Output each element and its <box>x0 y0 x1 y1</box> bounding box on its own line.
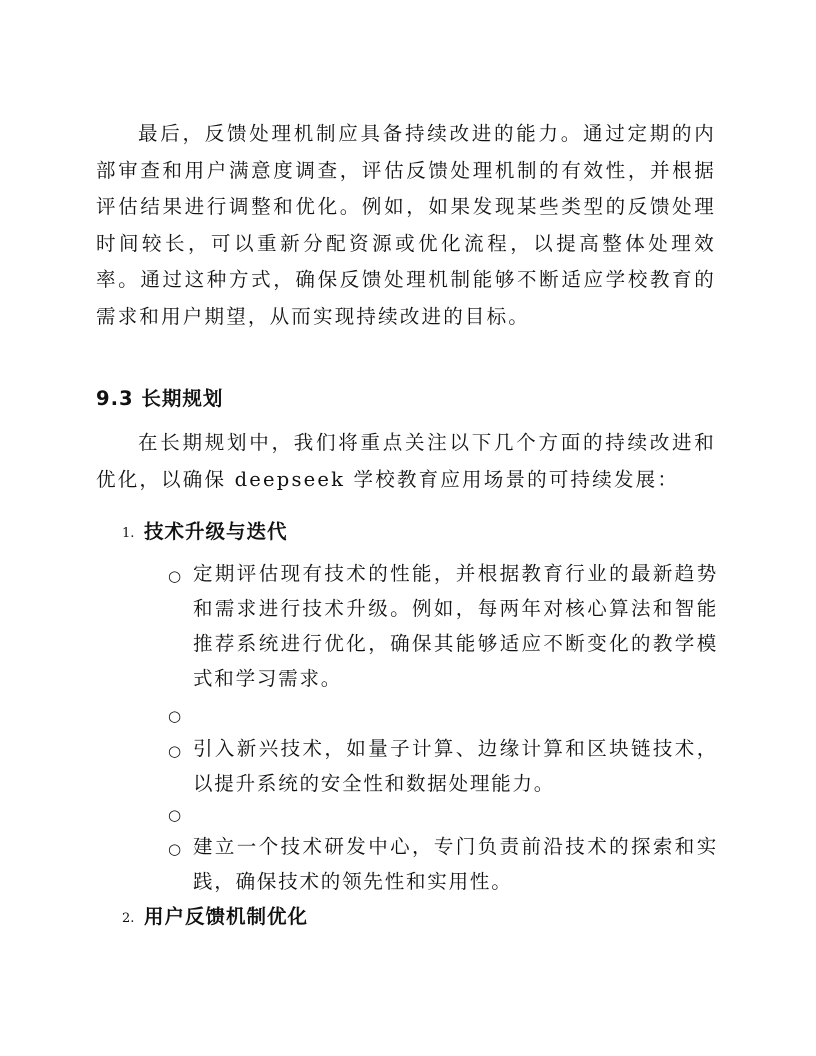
sub-list-item: 定期评估现有技术的性能，并根据教育行业的最新趋势和需求进行技术升级。例如，每两年对核心算法和智能推荐系统进行优化，确保其能够适应不断变化的教学模式和学习需求。 <box>193 562 718 690</box>
bullet-circle-icon: ○ <box>168 806 182 824</box>
bullet-circle-icon: ○ <box>168 840 182 858</box>
bullet-circle-icon: ○ <box>168 567 182 585</box>
list-item-title: 用户反馈机制优化 <box>144 905 309 928</box>
section-intro-paragraph: 在长期规划中，我们将重点关注以下几个方面的持续改进和优化，以确保 deepseek 学校教育应用场景的可持续发展： <box>96 431 716 491</box>
sub-list-item: 建立一个技术研发中心，专门负责前沿技术的探索和实践，确保技术的领先性和实用性。 <box>193 835 718 893</box>
section-heading: 9.3 长期规划 <box>96 387 224 410</box>
bullet-circle-icon: ○ <box>168 707 182 725</box>
list-item-number: 1. <box>122 526 135 541</box>
list-item-title: 技术升级与迭代 <box>144 520 288 543</box>
sub-list-item: 引入新兴技术，如量子计算、边缘计算和区块链技术，以提升系统的安全性和数据处理能力。 <box>193 737 718 795</box>
bullet-circle-icon: ○ <box>168 742 182 760</box>
paragraph-continuous-improvement: 最后，反馈处理机制应具备持续改进的能力。通过定期的内部审查和用户满意度调查，评估反馈处理机制的有效性，并根据评估结果进行调整和优化。例如，如果发现某些类型的反馈处理时间较长，可以重新分配资源或优化流程，以提高整体处理效率。通过这种方式，确保反馈处理机制能够不断适应学校教育的需求和用户期望，从而实现持续改进的目标。 <box>96 122 716 328</box>
list-item-number: 2. <box>122 911 135 926</box>
